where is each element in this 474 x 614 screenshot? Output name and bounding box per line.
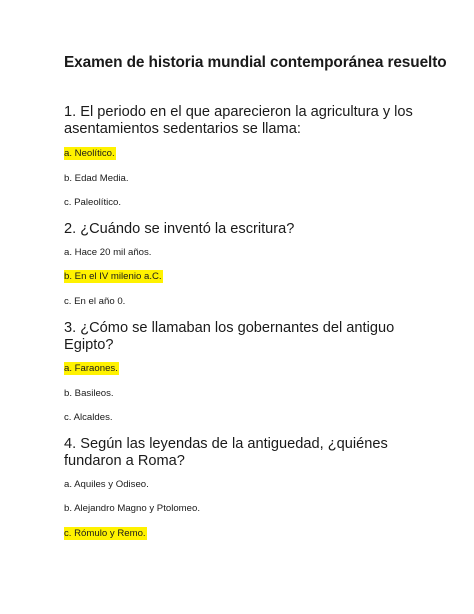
q4-option-b: b. Alejandro Magno y Ptolomeo. (64, 503, 200, 514)
answer-highlight: a. Neolítico. (64, 148, 115, 159)
q1-option-a (64, 148, 116, 160)
q1-option-c: c. Paleolítico. (64, 197, 122, 208)
answer-highlight: a. Faraones. (64, 363, 118, 374)
q4-option-c (64, 528, 147, 540)
question-2: 2. ¿Cuándo se inventó la escritura? (64, 221, 295, 237)
q3-option-a (64, 363, 119, 375)
q3-option-c: c. Alcaldes. (64, 412, 113, 423)
answer-highlight: c. Rómulo y Remo. (64, 528, 146, 539)
question-3: 3. ¿Cómo se llamaban los gobernantes del antiguo Egipto? (64, 320, 395, 353)
question-1: 1. El periodo en el que aparecieron la agricultura y los asentamientos sedentarios se llama: (64, 104, 413, 137)
q1-option-b: b. Edad Media. (64, 173, 129, 184)
question-4: 4. Según las leyendas de la antiguedad, ¿quiénes fundaron a Roma? (64, 436, 388, 469)
q3-option-b: b. Basileos. (64, 388, 114, 399)
answer-highlight: b. En el IV milenio a.C. (64, 271, 162, 282)
q4-option-a: a. Aquiles y Odiseo. (64, 479, 149, 490)
document-title: Examen de historia mundial contemporánea resuelto (64, 54, 447, 71)
q2-option-b (64, 271, 163, 283)
q2-option-c: c. En el año 0. (64, 296, 126, 307)
q2-option-a: a. Hace 20 mil años. (64, 247, 152, 258)
